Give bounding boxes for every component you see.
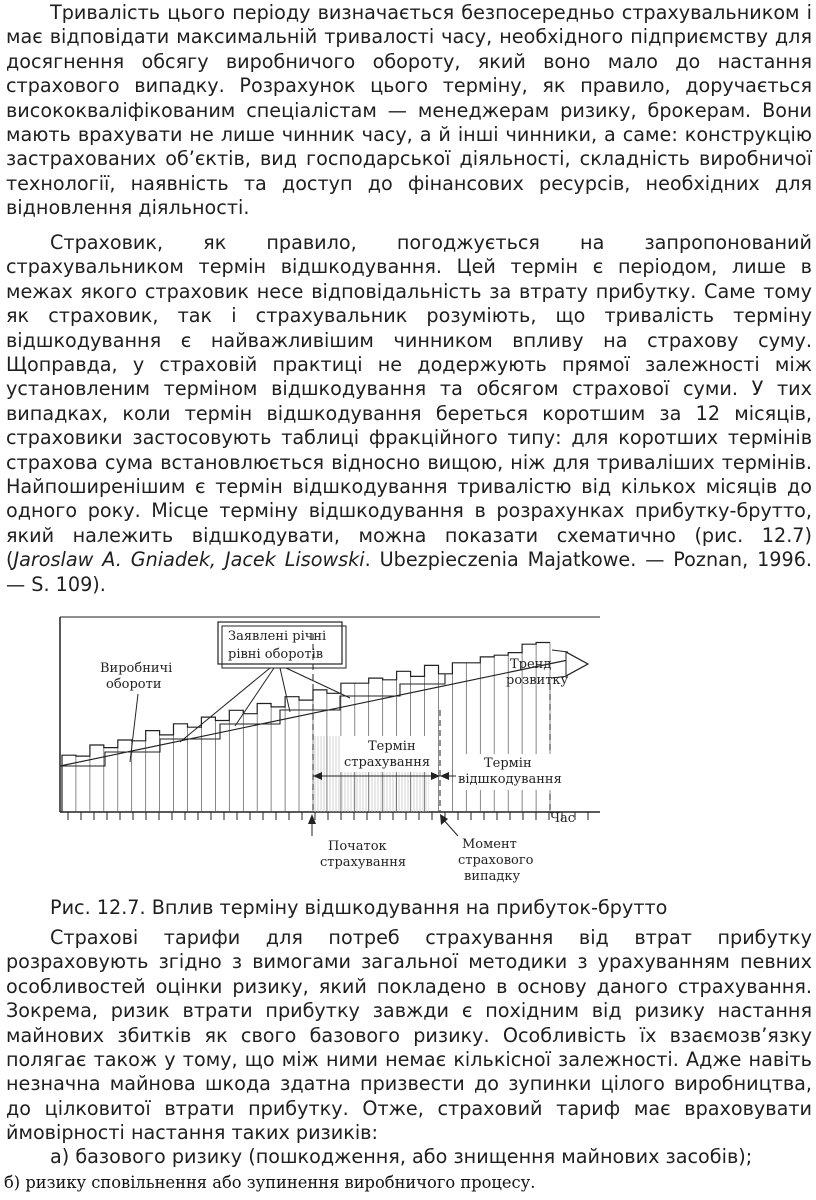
trend-arrow-head (566, 652, 588, 676)
label-ins-term-line2: страхування (344, 755, 431, 770)
label-moment-line2: страхового (458, 853, 534, 868)
list-item-slowdown-risk: б) ризику сповільнення або зупинення виробничого процесу. (4, 1173, 536, 1192)
label-trend-line2: розвитку (506, 673, 569, 688)
label-start-line1: Початок (328, 839, 387, 854)
paragraph-insurance-tariffs: Страхові тарифи для потреб страхування від втрат прибутку розраховують згідно з вимогами загальної методики з урахуванням певних особливостей оцінки ризику, який покладено в основу даного страхування. Зокрема, ризик втрати прибутку завжди є похідним від ризику настання майнових збитків як свого базового ризику. Особливість їх взаємозв’язку полягає також у тому, що між ними немає кількісної залежності. Адже навіть незначна майнова шкода здатна призвести до зупинки цілого виробництва, до цілковитої втрати прибутку. Отже, страховий тариф має враховувати ймовірності настання таких ризиків: (6, 926, 812, 1145)
paragraph-compensation-period-duration: Тривалість цього періоду визначається безпосередньо страхувальником і має відповідати максимальній тривалості часу, необхідного підприємству для досягнення обсягу виробничого обороту, який воно мало до настання страхового випадку. Розрахунок цього терміну, як правило, доручається висококваліфікованим спеціалістам — менеджерам ризику, брокерам. Вони мають врахувати не лише чинник часу, а й інші чинники, а саме: конструкцію застрахованих об’єктів, вид господарської діяльності, складність виробничої технології, наявність та доступ до фінансових ресурсів, необхідних для відновлення діяльності. (6, 1, 812, 220)
label-comp-term-line1: Термін (484, 756, 532, 771)
label-moment-line1: Момент (462, 837, 517, 852)
label-turnover-line1: Виробничі (100, 661, 173, 676)
label-declared-line1: Заявлені річні (228, 629, 327, 644)
label-declared-line2: рівні оборотів (228, 647, 324, 662)
paragraph-insurer-agreement (6, 231, 812, 597)
paragraph-insurer-agreement-text: Страховик, як правило, погоджується на запропонований страхувальником термін відшкодування. Цей термін є періодом, лише в межах якого страховик несе відповідальність за втрату прибутку. Саме тому як страховик, так і страхувальник розуміють, що тривалість терміну відшкодування є найважливішим чинником впливу на страхову суму. Щоправда, у страховій практиці не додержують прямої залежності між установленим терміном відшкодування та обсягом страхової суми. У тих випадках, коли термін відшкодування береться коротшим за 12 місяців, страховики застосовують таблиці фракційного типу: для коротших термінів страхова сума встановлюється відносно вищою, ніж для триваліших термінів. Найпоширенішим є термін відшкодування тривалістю від кількох місяців до одного року. Місце терміну відшкодування в розрахунках прибутку-брутто, який належить відшкодувати, можна показати схематично (рис. 12.7) ( (6, 231, 812, 572)
label-start-line2: страхування (320, 855, 407, 870)
figure-12-7 (50, 614, 600, 894)
label-comp-term-line2: відшкодування (458, 772, 562, 787)
label-trend-line1: Тренд (510, 657, 552, 672)
figure-diagram (50, 614, 600, 894)
citation-authors: Jaroslaw A. Gniadek, Jacek Lisowski (13, 548, 365, 572)
citation-source: . Ubezpieczenia Majatkowe. — Poznan, 1996. — S. 109). (6, 548, 812, 596)
label-time: Час (550, 811, 576, 826)
list-item-base-risk: а) базового ризику (пошкодження, або знищення майнових засобів); (50, 1145, 753, 1168)
figure-caption: Рис. 12.7. Вплив терміну відшкодування на прибуток-брутто (50, 896, 668, 919)
label-turnover-line2: обороти (106, 677, 162, 692)
label-ins-term-line1: Термін (368, 739, 416, 754)
label-moment-line3: випадку (464, 869, 521, 884)
time-axis-ticks (68, 812, 588, 820)
